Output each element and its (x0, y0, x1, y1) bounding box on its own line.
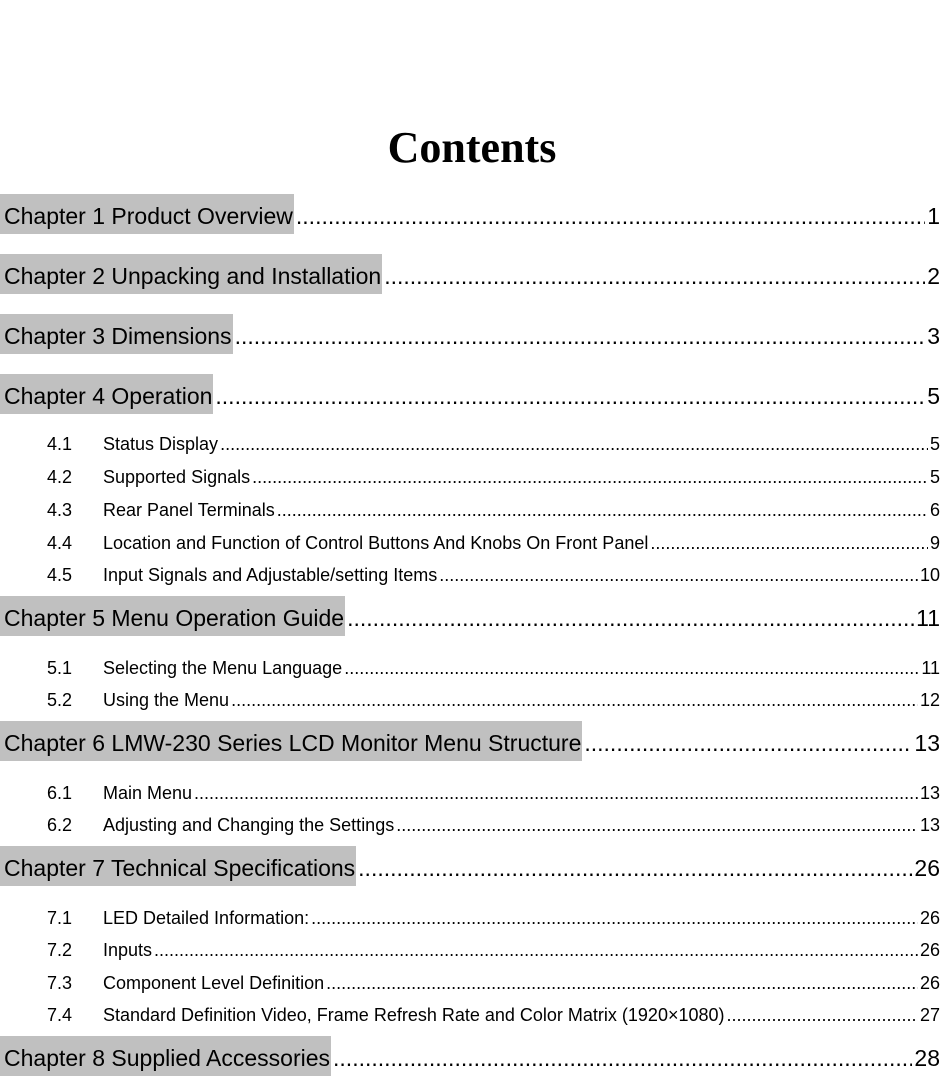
toc-section-entry[interactable] (0, 432, 940, 456)
dot-leader (194, 781, 918, 805)
toc-page-number: 26 (919, 973, 940, 993)
dot-leader (333, 1038, 912, 1076)
toc-section-entry[interactable] (0, 465, 940, 489)
toc-page-number: 2 (927, 263, 940, 289)
dot-leader (650, 531, 928, 555)
toc-section-number: 7.2 (47, 940, 73, 960)
toc-entry-title: Using the Menu (103, 690, 230, 710)
toc-section-number: 5.1 (47, 658, 73, 678)
toc-chapter-entry[interactable] (0, 314, 940, 354)
toc-entry-title: Standard Definition Video, Frame Refresh Rate and Color Matrix (1920×1080) (103, 1005, 725, 1025)
toc-page-number: 5 (929, 467, 940, 487)
toc-section-entry[interactable] (0, 971, 940, 995)
toc-page-number: 13 (919, 815, 940, 835)
toc-section-number: 4.2 (47, 467, 73, 487)
toc-section-entry[interactable] (0, 688, 940, 712)
toc-entry-title: Chapter 1 Product Overview (0, 194, 294, 234)
dot-leader (311, 906, 918, 930)
dot-leader (396, 813, 918, 837)
dot-leader (220, 432, 928, 456)
dot-leader (277, 498, 928, 522)
toc-section-number: 4.3 (47, 500, 73, 520)
toc-chapter-entry[interactable] (0, 254, 940, 294)
page-title: Contents (387, 123, 557, 173)
toc-section-entry[interactable] (0, 938, 940, 962)
toc-entry-title: LED Detailed Information: (103, 908, 310, 928)
toc-entry-title: Status Display (103, 434, 219, 454)
toc-page-number: 9 (929, 533, 940, 553)
toc-section-number: 4.5 (47, 565, 73, 585)
toc-entry-title: Chapter 4 Operation (0, 374, 213, 414)
toc-page-number: 26 (919, 908, 940, 928)
toc-section-number: 6.1 (47, 783, 73, 803)
toc-page-number: 13 (919, 783, 940, 803)
toc-chapter-entry[interactable] (0, 374, 940, 414)
dot-leader (252, 465, 928, 489)
toc-section-entry[interactable] (0, 498, 940, 522)
dot-leader (384, 256, 925, 294)
toc-section-entry[interactable] (0, 563, 940, 587)
toc-entry-title: Chapter 7 Technical Specifications (0, 846, 356, 886)
toc-section-number: 7.1 (47, 908, 73, 928)
toc-section-entry[interactable] (0, 1003, 940, 1027)
toc-page-number: 1 (927, 203, 940, 229)
dot-leader (584, 723, 912, 761)
toc-section-number: 7.3 (47, 973, 73, 993)
toc-page-number: 6 (929, 500, 940, 520)
dot-leader (215, 376, 925, 414)
dot-leader (154, 938, 918, 962)
dot-leader (727, 1003, 918, 1027)
toc-entry-title: Chapter 5 Menu Operation Guide (0, 596, 345, 636)
toc-section-entry[interactable] (0, 656, 940, 680)
toc-section-entry[interactable] (0, 813, 940, 837)
toc-entry-title: Adjusting and Changing the Settings (103, 815, 395, 835)
toc-entry-title: Main Menu (103, 783, 193, 803)
toc-page-number: 28 (914, 1045, 940, 1071)
toc-section-entry[interactable] (0, 906, 940, 930)
toc-page-number: 26 (914, 855, 940, 881)
toc-chapter-entry[interactable] (0, 194, 940, 234)
toc-entry-title: Chapter 8 Supplied Accessories (0, 1036, 331, 1076)
toc-page-number: 5 (927, 383, 940, 409)
toc-section-number: 6.2 (47, 815, 73, 835)
toc-section-number: 4.1 (47, 434, 73, 454)
toc-entry-title: Chapter 6 LMW-230 Series LCD Monitor Menu Structure (0, 721, 582, 761)
dot-leader (326, 971, 918, 995)
toc-section-number: 4.4 (47, 533, 73, 553)
toc-entry-title: Rear Panel Terminals (103, 500, 275, 520)
toc-page-number: 5 (929, 434, 940, 454)
dot-leader (231, 688, 918, 712)
dot-leader (347, 598, 914, 636)
toc-section-number: 7.4 (47, 1005, 73, 1025)
toc-chapter-entry[interactable] (0, 596, 940, 636)
dot-leader (358, 848, 912, 886)
dot-leader (235, 316, 926, 354)
toc-entry-title: Selecting the Menu Language (103, 658, 343, 678)
toc-chapter-entry[interactable] (0, 846, 940, 886)
toc-entry-title: Chapter 3 Dimensions (0, 314, 233, 354)
toc-section-number: 5.2 (47, 690, 73, 710)
toc-page-number: 26 (919, 940, 940, 960)
toc-page-number: 11 (916, 605, 940, 631)
dot-leader (344, 656, 919, 680)
toc-entry-title: Input Signals and Adjustable/setting Items (103, 565, 438, 585)
toc-page-number: 12 (919, 690, 940, 710)
toc-page-number: 10 (919, 565, 940, 585)
toc-entry-title: Inputs (103, 940, 153, 960)
toc-chapter-entry[interactable] (0, 1036, 940, 1076)
toc-page-number: 27 (919, 1005, 940, 1025)
toc-entry-title: Chapter 2 Unpacking and Installation (0, 254, 382, 294)
toc-entry-title: Component Level Definition (103, 973, 325, 993)
toc-page-number: 13 (914, 730, 940, 756)
toc-entry-title: Supported Signals (103, 467, 251, 487)
toc-chapter-entry[interactable] (0, 721, 940, 761)
dot-leader (439, 563, 918, 587)
toc-section-entry[interactable] (0, 531, 940, 555)
toc-page-number: 3 (927, 323, 940, 349)
toc-page-number: 11 (921, 658, 940, 678)
toc-section-entry[interactable] (0, 781, 940, 805)
toc-entry-title: Location and Function of Control Buttons And Knobs On Front Panel (103, 533, 649, 553)
dot-leader (296, 196, 925, 234)
